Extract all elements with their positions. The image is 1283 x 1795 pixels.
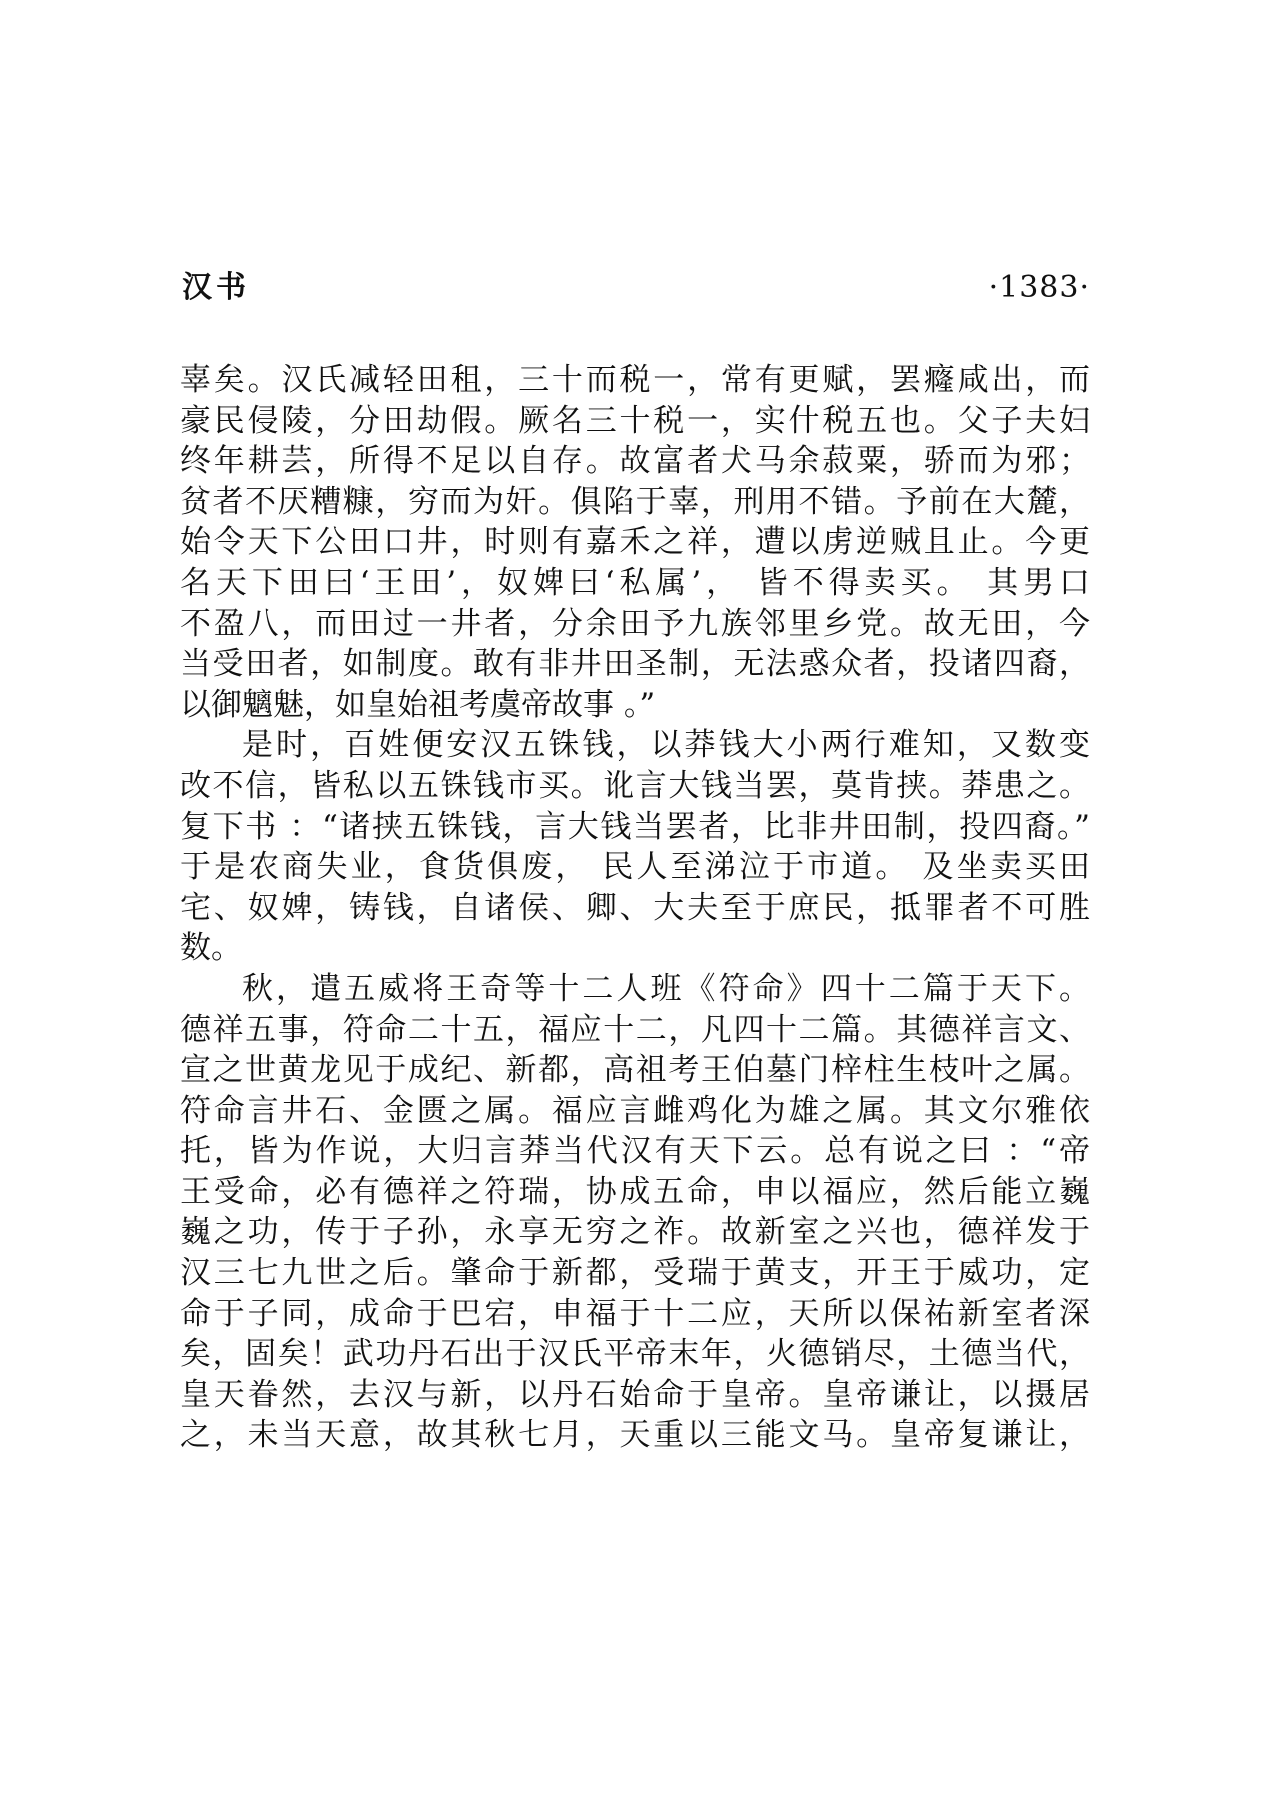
- text-line: 宅、奴婢，铸钱，自诸侯、卿、大夫至于庶民，抵罪者不可胜: [180, 889, 1090, 926]
- page-number: ·1383·: [988, 270, 1090, 305]
- text-line: 数。: [180, 930, 242, 967]
- text-line: 汉三七九世之后。肇命于新都，受瑞于黄支，开王于威功，定: [180, 1255, 1090, 1292]
- text-line: 以御魑魅，如皇始祖考虞帝故事 。”: [180, 686, 656, 723]
- text-line: 巍之功，传于子孙，永享无穷之祚。故新室之兴也，德祥发于: [180, 1214, 1090, 1251]
- text-line: 复下书 ：“诸挟五铢钱，言大钱当罢者，比非井田制，投四裔。”: [180, 808, 1090, 845]
- text-line: 之，未当天意，故其秋七月，天重以三能文马。皇帝复谦让，: [180, 1417, 1090, 1454]
- text-line: 矣，固矣！武功丹石出于汉氏平帝末年，火德销尽，土德当代，: [180, 1336, 1090, 1373]
- text-line: 德祥五事，符命二十五，福应十二，凡四十二篇。其德祥言文、: [180, 1011, 1090, 1048]
- text-line: 宣之世黄龙见于成纪、新都，高祖考王伯墓门梓柱生枝叶之属。: [180, 1052, 1090, 1089]
- text-line: 终年耕芸，所得不足以自存。故富者犬马余菽粟，骄而为邪；: [180, 443, 1090, 480]
- text-line: 贫者不厌糟糠，穷而为奸。俱陷于辜，刑用不错。予前在大麓，: [180, 483, 1090, 520]
- text-line: 王受命，必有德祥之符瑞，协成五命，申以福应，然后能立巍: [180, 1173, 1090, 1210]
- paragraph-start-line: 秋，遣五威将王奇等十二人班《符命》四十二篇于天下。: [242, 970, 1090, 1007]
- paragraph-start-line: 是时，百姓便安汉五铢钱，以莽钱大小两行难知，又数变: [242, 727, 1090, 764]
- running-head-title: 汉书: [182, 270, 250, 305]
- text-line: 不盈八，而田过一井者，分余田予九族邻里乡党。故无田，今: [180, 605, 1090, 642]
- text-line: 名天下田曰‘王田’，奴婢曰‘私属’， 皆不得卖买。 其男口: [180, 564, 1090, 601]
- text-line: 命于子同，成命于巴宕，申福于十二应，天所以保祐新室者深: [180, 1295, 1090, 1332]
- body-text: [180, 360, 1090, 1456]
- text-line: 辜矣。汉氏减轻田租，三十而税一，常有更赋，罢癃咸出，而: [180, 362, 1090, 398]
- text-line: 始令天下公田口井，时则有嘉禾之祥，遭以虏逆贼且止。今更: [180, 524, 1090, 561]
- text-line: 于是农商失业，食货俱废， 民人至涕泣于市道。 及坐卖买田: [180, 849, 1090, 886]
- text-line: 改不信，皆私以五铢钱市买。讹言大钱当罢，莫肯挟。莽患之。: [180, 767, 1090, 804]
- text-line: 当受田者，如制度。敢有非井田圣制，无法惑众者，投诸四裔，: [180, 646, 1090, 683]
- text-line: 豪民侵陵，分田劫假。厥名三十税一，实什税五也。父子夫妇: [180, 402, 1090, 439]
- text-line: 托，皆为作说，大归言莽当代汉有天下云。总有说之曰 ：“帝: [180, 1133, 1090, 1170]
- text-line: 皇天眷然，去汉与新，以丹石始命于皇帝。皇帝谦让，以摄居: [180, 1376, 1090, 1413]
- text-line: 符命言井石、金匮之属。福应言雌鸡化为雄之属。其文尔雅依: [180, 1092, 1090, 1129]
